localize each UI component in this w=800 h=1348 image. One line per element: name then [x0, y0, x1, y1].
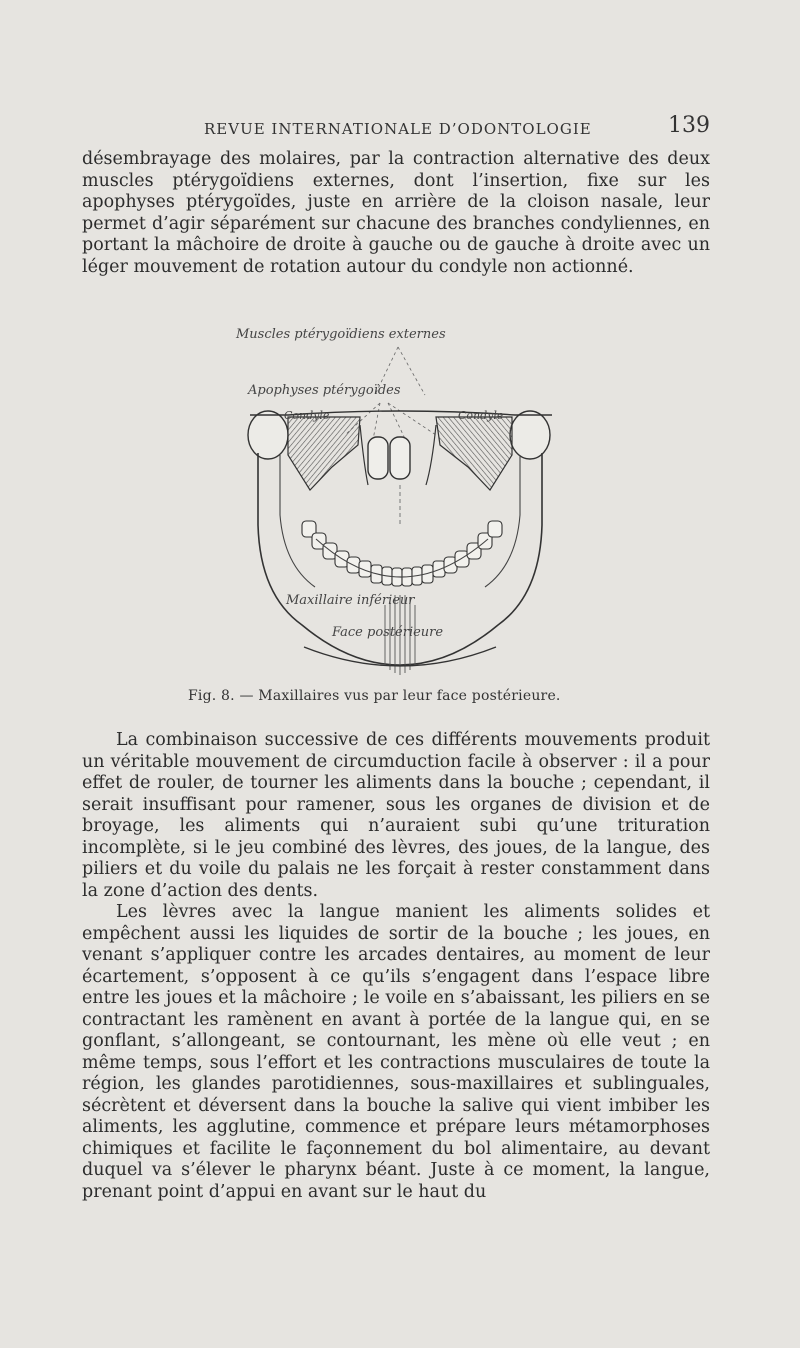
right-pterygoid-muscle — [436, 417, 512, 490]
label-muscles: Muscles ptérygoïdiens externes — [236, 327, 446, 342]
left-pterygoid-muscle — [288, 417, 360, 490]
label-face: Face postérieure — [332, 625, 444, 640]
left-condyle — [248, 411, 288, 459]
lower-teeth — [302, 521, 502, 586]
label-condyle-right: Condyle — [458, 409, 504, 422]
label-maxillaire: Maxillaire inférieur — [286, 593, 415, 608]
right-condyle — [510, 411, 550, 459]
label-condyle-left: Condyle — [284, 409, 330, 422]
figure-caption: Fig. 8. — Maxillaires vus par leur face postérieure. — [188, 688, 561, 704]
journal-title: REVUE INTERNATIONALE D’ODONTOLOGIE — [204, 120, 592, 138]
page-number: 139 — [668, 113, 710, 138]
paragraph-1: désembrayage des molaires, par la contraction alternative des deux muscles ptérygoïdiens externes, dont l’insertion, fixe sur les apophyses ptérygoïdes, juste en arrière de la cloison nasale, leur permet d’agir séparément sur chacune des branches condyliennes, en portant la mâchoire de droite à gauche ou de gauche à droite avec un léger mouvement de rotation autour du condyle non actionné. — [82, 149, 710, 277]
label-apophyses: Apophyses ptérygoïdes — [248, 383, 401, 398]
paragraph-2: La combinaison successive de ces différents mouvements produit un véritable mouvement de circumduction facile à observer : il a pour effet de rouler, de tourner les aliments dans la bouche ; cependant, il serait insuffisant pour ramener, sous les organes de division et de broyage, les aliments qui n’auraient subi qu’une trituration incomplète, si le jeu combiné des lèvres, des joues, de la langue, des piliers et du voile du palais ne les forçait à rester constamment dans la zone d’action des dents. — [82, 730, 710, 901]
paragraph-3: Les lèvres avec la langue manient les aliments solides et empêchent aussi les liquides de sortir de la bouche ; les joues, en venant s’appliquer contre les arcades dentaires, au moment de leur écartement, s’opposent à ce qu’ils s’engagent dans l’espace libre entre les joues et la mâchoire ; le voile en s’abaissant, les piliers en se contractant les ramènent en avant à portée de la langue qui, en se gonflant, s’allongeant, se contournant, les mène où elle veut ; en même temps, sous l’effort et les contractions musculaires de toute la région, les glandes parotidiennes, sous-maxillaires et sublinguales, sécrètent et déversent dans la bouche la salive qui vient imbiber les aliments, les agglutine, commence et prépare leurs métamorphoses chimiques et facilite le façonnement du bol alimentaire, au devant duquel va s’élever le pharynx béant. Juste à ce moment, la langue, prenant point d’appui en avant sur le haut du — [82, 902, 710, 1202]
jaw-illustration — [236, 325, 565, 685]
running-head — [82, 113, 710, 146]
